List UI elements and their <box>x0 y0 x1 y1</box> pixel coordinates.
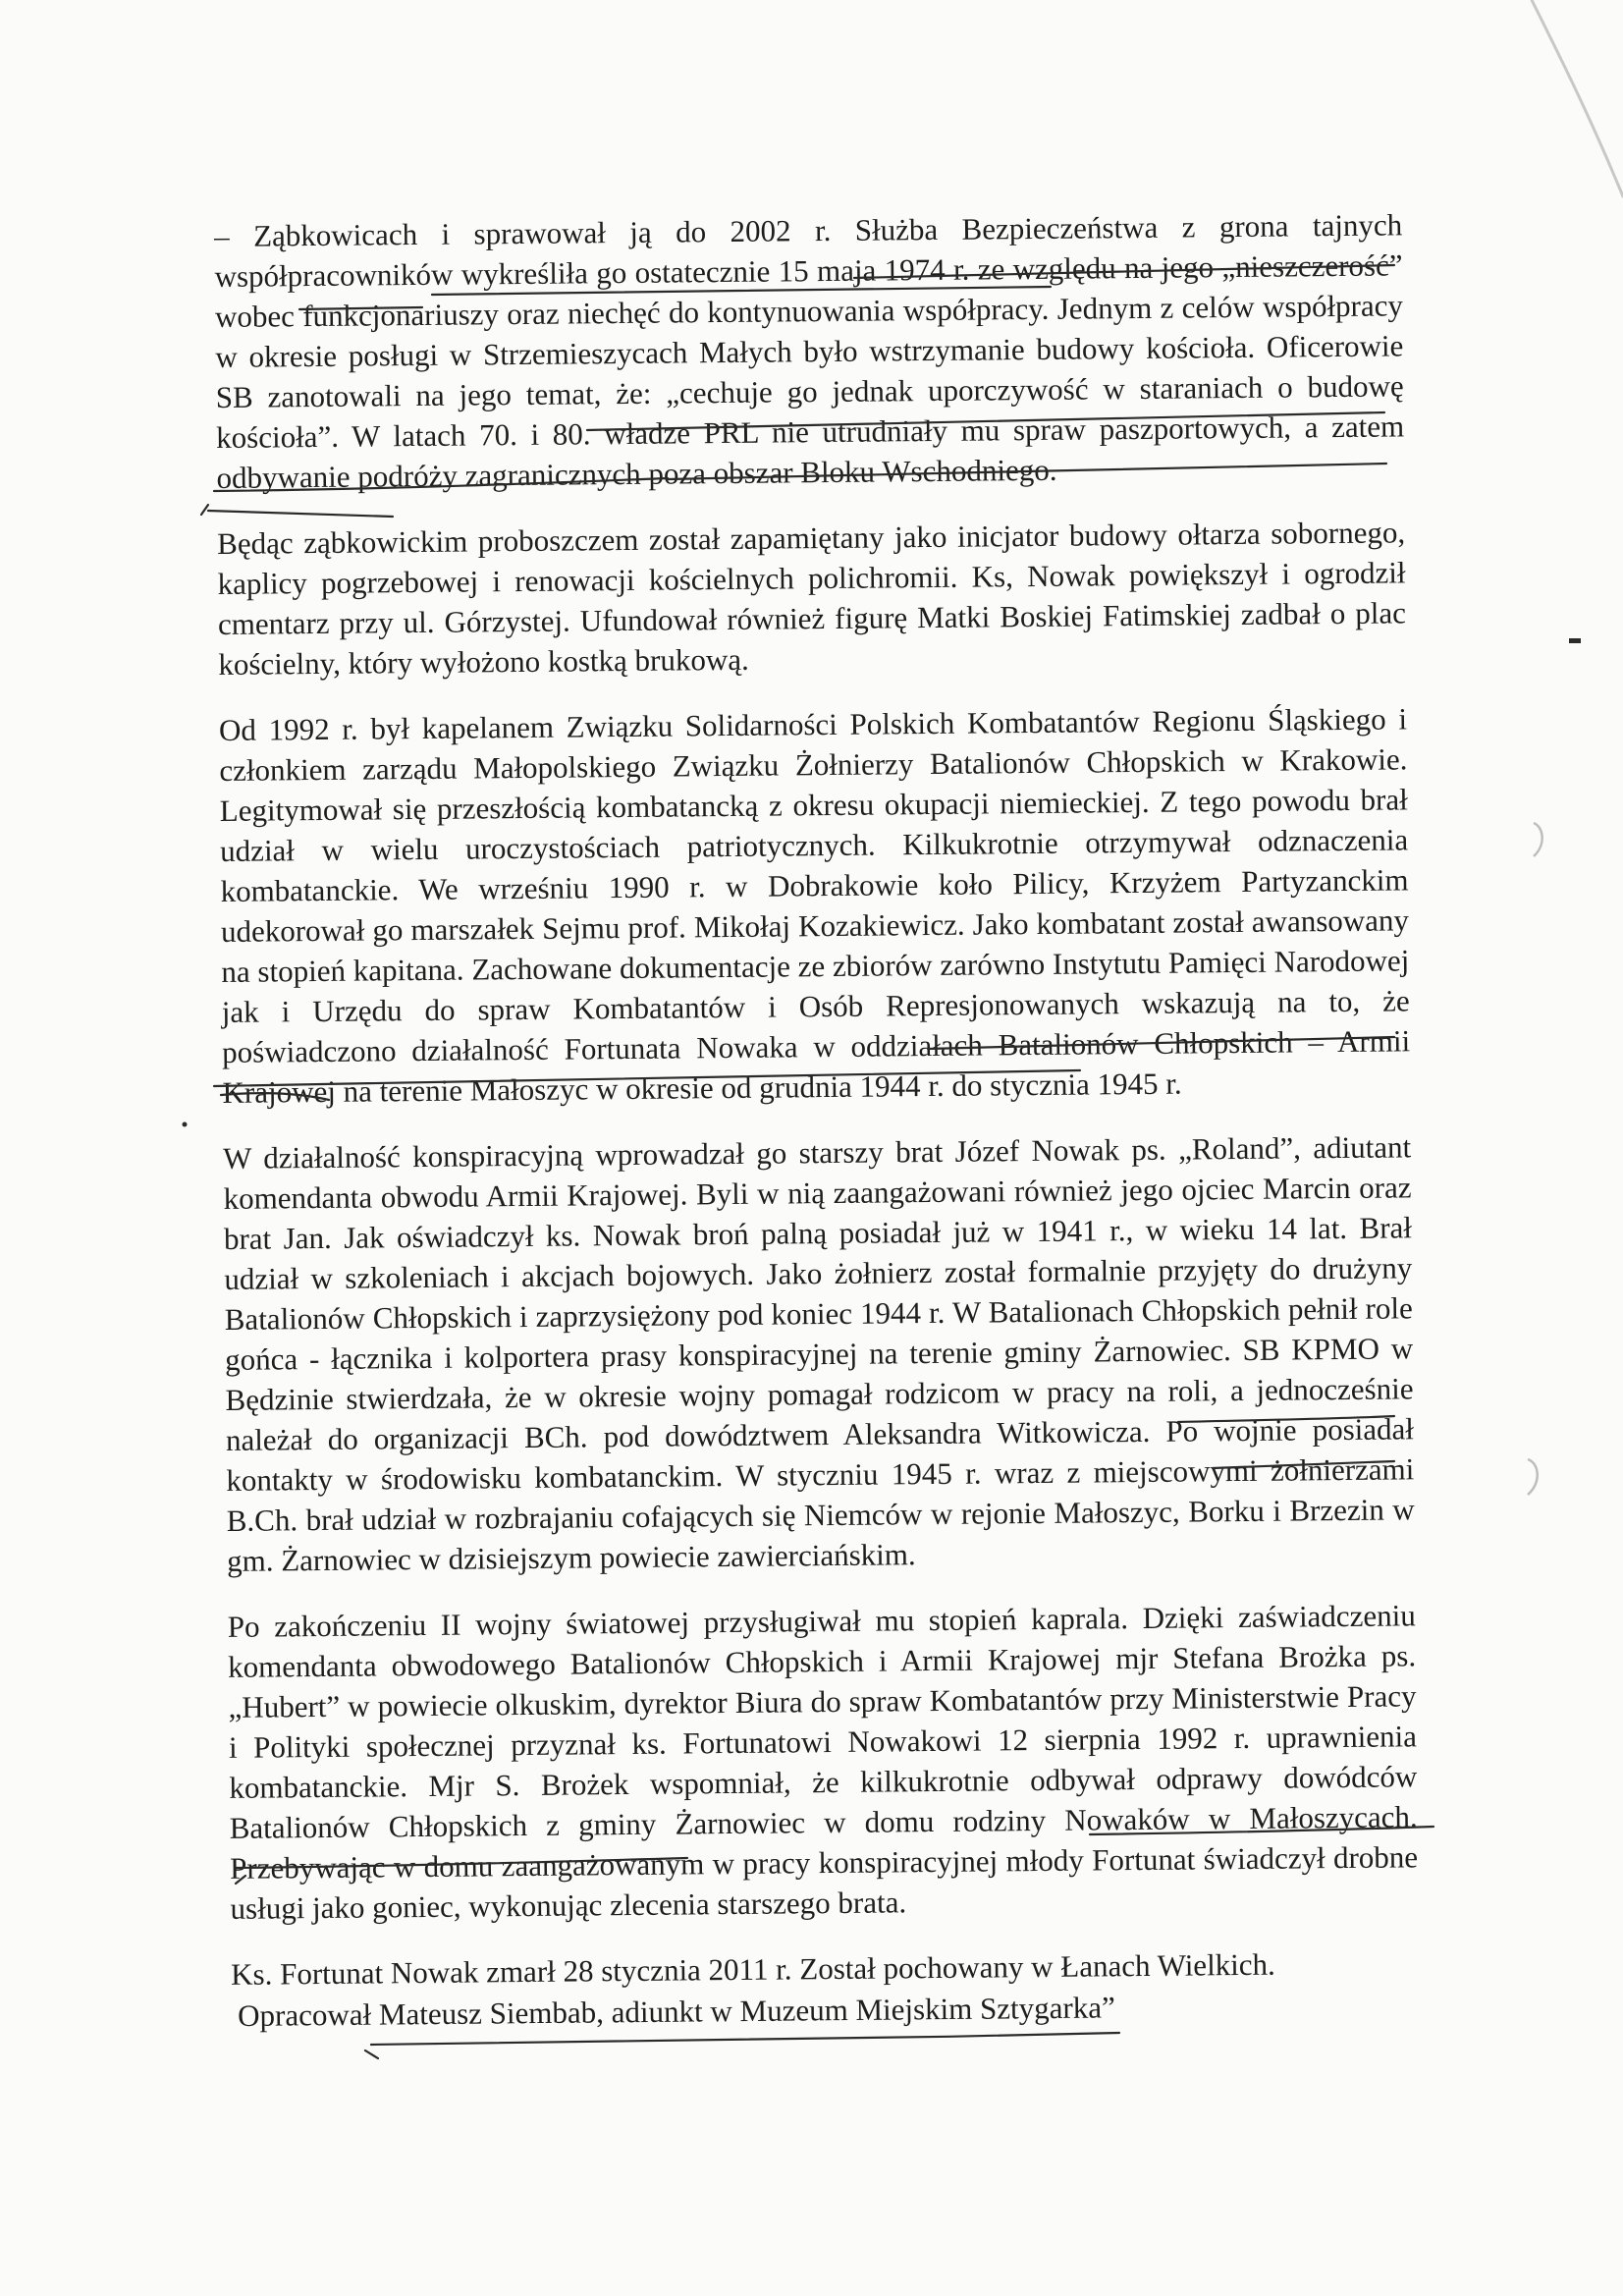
margin-mark-para-2 <box>201 505 208 515</box>
paragraph-parish-works: Będąc ząbkowickim proboszczem został zapamiętany jako inicjator budowy ołtarza sobornego, kaplicy pogrzebowej i renowacji kościelnych polichromii. Ks, Nowak powiększył i ogrodził cmentarz przy ul. Górzystej. Ufundował również figurę Matki Boskiej Fatimskiej zadbał o plac kościelny, który wyłożono kostką brukową. <box>217 515 1407 682</box>
paragraph-sb-cooperation: – Ząbkowicach i sprawował ją do 2002 r. Służba Bezpieczeństwa z grona tajnych współpracowników wykreśliła go ostatecznie 15 maja 1974 r. ze względu na jego „nieszczerość” wobec funkcjonariuszy oraz niechęć do kontynuowania współpracy. Jednym z celów współpracy w okresie posługi w Strzemieszycach Małych było wstrzymanie budowy kościoła. Oficerowie SB zanotowali na jego temat, że: „cechuje go jednak uporczywość w staraniach o budowę kościoła”. W latach 70. i 80. władze PRL nie utrudniały mu spraw paszportowych, a zatem odbywanie podróży zagranicznych poza obszar Bloku Wschodniego. <box>214 207 1405 495</box>
signature-tick <box>365 2050 378 2058</box>
underline-signature <box>371 2033 1119 2045</box>
author-signature-line: Opracował Mateusz Siembab, adiunkt w Muzeum Miejskim Sztygarka” <box>238 1990 1115 2033</box>
punch-hole-lower <box>1528 1459 1538 1495</box>
margin-dot-left <box>183 1122 188 1127</box>
punch-hole-upper <box>1534 823 1542 856</box>
paragraph-death: Ks. Fortunat Nowak zmarł 28 stycznia 2011 r. Został pochowany w Łanach Wielkich. <box>231 1946 1275 1992</box>
paragraph-conspiracy: W działalność konspiracyjną wprowadzał go starszy brat Józef Nowak ps. „Roland”, adiutant komendanta obwodu Armii Krajowej. Byli w nią zaangażowani również jego ojciec Marcin oraz brat Jan. Jak oświadczył ks. Nowak broń palną posiadał już w 1941 r., w wieku 14 lat. Brał udział w szkoleniach i akcjach bojowych. Jako żołnierz został formalnie przyjęty do drużyny Batalionów Chłopskich i zaprzysiężony pod koniec 1944 r. W Batalionach Chłopskich pełnił role gońca - łącznika i kolportera prasy konspiracyjnej na terenie gminy Żarnowiec. SB KPMO w Będzinie stwierdzała, że w okresie wojny pomagał rodzicom w pracy na roli, a jednocześnie należał do organizacji BCh. pod dowództwem Aleksandra Witkowicza. Po wojnie posiadał kontakty w środowisku kombatanckim. W styczniu 1945 r. wraz z miejscowymi żołnierzami B.Ch. brał udział w rozbrajaniu cofających się Niemców w rejonie Małoszyc, Borku i Brzezin w gm. Żarnowiec w dzisiejszym powiecie zawierciańskim. <box>223 1129 1415 1578</box>
paragraph-after-war: Po zakończeniu II wojny światowej przysługiwał mu stopień kaprala. Dzięki zaświadczeniu komendanta obwodowego Batalionów Chłopskich i Armii Krajowej mjr Stefana Brożka ps. „Hubert” w powiecie olkuskim, dyrektor Biura do spraw Kombatantów przy Ministerstwie Pracy i Polityki społecznej przyznał ks. Fortunatowi Nowakowi 12 sierpnia 1992 r. uprawnienia kombatanckie. Mjr S. Brożek wspomniał, że kilkukrotnie odbywał odprawy dowódców Batalionów Chłopskich z gminy Żarnowiec w domu rodziny Nowaków w Małoszycach. Przebywając w domu zaangażowanym w pracy konspiracyjnej młody Fortunat świadczył drobne usługi jako goniec, wykonując zlecenia starszego brata. <box>227 1598 1419 1926</box>
document-body <box>214 204 1419 1995</box>
paragraph-chaplain-veteran: Od 1992 r. był kapelanem Związku Solidarności Polskich Kombatantów Regionu Śląskiego i członkiem zarządu Małopolskiego Związku Żołnierzy Batalionów Chłopskich w Krakowie. Legitymował się przeszłością kombatancką z okresu okupacji niemieckiej. Z tego powodu brał udział w wielu uroczystościach patriotycznych. Kilkukrotnie otrzymywał odznaczenia kombatanckie. We wrześniu 1990 r. w Dobrakowie koło Pilicy, Krzyżem Partyzanckim udekorował go marszałek Sejmu prof. Mikołaj Kozakiewicz. Jako kombatant został awansowany na stopień kapitana. Zachowane dokumentacje ze zbiorów zarówno Instytutu Pamięci Narodowej jak i Urzędu do spraw Kombatantów i Osób Represjonowanych wskazują na to, że poświadczono działalność Fortunata Nowaka w oddziałach Batalionów Chłopskich – Armii Krajowej na terenie Małoszyc w okresie od grudnia 1944 r. do stycznia 1945 r. <box>218 701 1411 1110</box>
margin-dash-mark <box>1569 638 1581 643</box>
page-edge-shadow <box>1532 0 1623 196</box>
